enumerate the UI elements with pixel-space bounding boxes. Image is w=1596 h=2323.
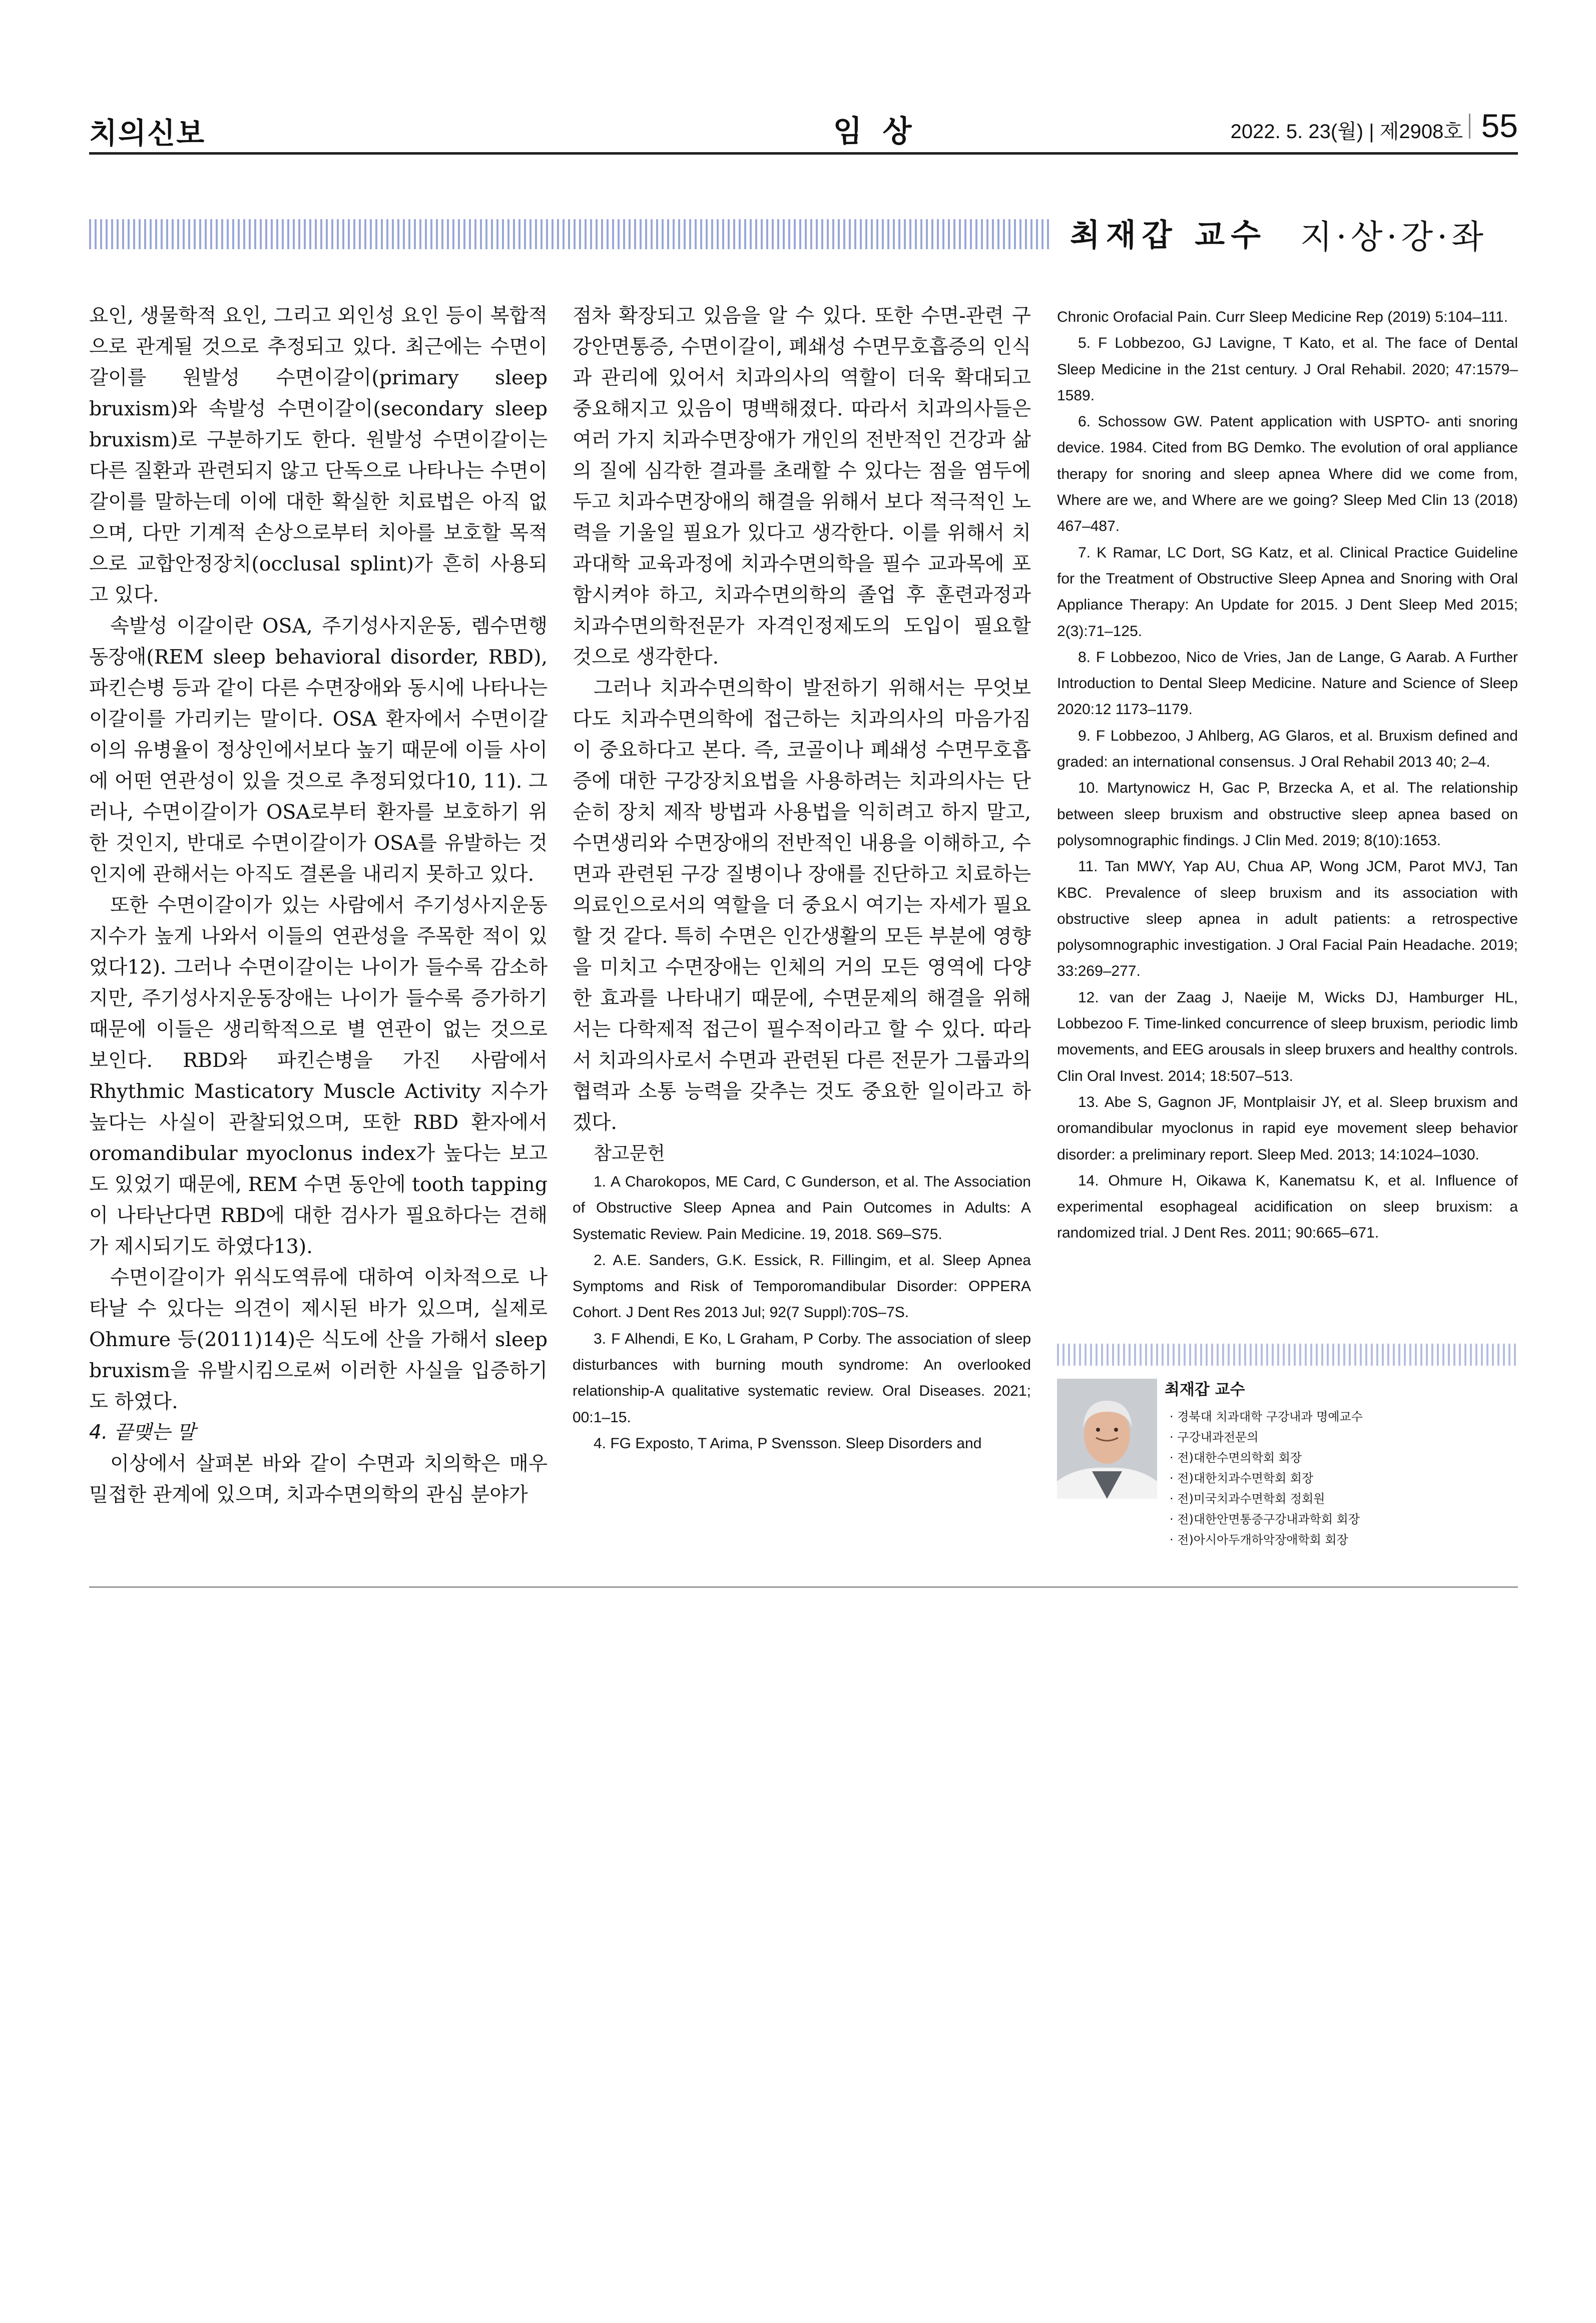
- banner-stripe: [89, 219, 1050, 249]
- section-subhead: 4. 끝맺는 말: [89, 1421, 196, 1444]
- reference-item: 6. Schossow GW. Patent application with USPTO- anti snoring device. 1984. Cited from BG Demko. The evolution of oral appliance therapy for snoring and sleep apnea Where did we come from, Where are we, and Where are we going? Sleep Med Clin 13 (2018) 467–487.: [1057, 413, 1518, 535]
- footer-rule: [89, 1586, 1518, 1588]
- references-heading: 참고문헌: [594, 1142, 665, 1164]
- paragraph: 수면이갈이가 위식도역류에 대하여 이차적으로 나타날 수 있다는 의견이 제시된 바가 있으며, 실제로 Ohmure 등(2011)14)은 식도에 산을 가해서 sleep bruxism을 유발시킴으로써 이러한 사실을 입증하기도 하였다.: [89, 1266, 548, 1413]
- credential-item: · 전)미국치과수면학회 정회원: [1170, 1489, 1363, 1509]
- credential-item: · 전)대한치과수면학회 회장: [1170, 1468, 1363, 1489]
- credential-item: · 전)대한수면의학회 회장: [1170, 1448, 1363, 1468]
- reference-item: 1. A Charokopos, ME Card, C Gunderson, et al. The Association of Obstructive Sleep Apnea and Pain Outcomes in Adults: A Systematic Review. Pain Medicine. 19, 2018. S69–S75.: [573, 1174, 1031, 1243]
- page-number: 55: [1481, 107, 1518, 144]
- reference-item: 7. K Ramar, LC Dort, SG Katz, et al. Clinical Practice Guideline for the Treatment of Obstructive Sleep Apnea and Snoring with Oral Appliance Therapy: An Update for 2015. J Dent Sleep Med 2015; 2(3):71–125.: [1057, 544, 1518, 640]
- paragraph: 요인, 생물학적 요인, 그리고 외인성 요인 등이 복합적으로 관계될 것으로 추정되고 있다. 최근에는 수면이갈이를 원발성 수면이갈이(primary sleep bruxism)와 속발성 수면이갈이(secondary sleep bruxism)로 구분하기도 한다. 원발성 수면이갈이는 다른 질환과 관련되지 않고 단독으로 나타나는 수면이갈이를 말하는데 이에 대한 확실한 치료법은 아직 없으며, 다만 기계적 손상으로부터 치아를 보호할 목적으로 교합안정장치(occlusal splint)가 흔히 사용되고 있다.: [89, 304, 548, 607]
- reference-item: 9. F Lobbezoo, J Ahlberg, AG Glaros, et al. Bruxism defined and graded: an international consensus. J Oral Rehabil 2013 40; 2–4.: [1057, 727, 1518, 771]
- credential-item: · 전)아시아두개하악장애학회 회장: [1170, 1530, 1363, 1550]
- paragraph: 또한 수면이갈이가 있는 사람에서 주기성사지운동지수가 높게 나와서 이들의 연관성을 주목한 적이 있었다12). 그러나 수면이갈이는 나이가 들수록 감소하지만, 주기성사지운동장애는 나이가 들수록 증가하기 때문에 이들은 생리학적으로 별 연관이 없는 것으로 보인다. RBD와 파킨슨병을 가진 사람에서 Rhythmic Masticatory Muscle Activity 지수가 높다는 사실이 관찰되었으며, 또한 RBD 환자에서 oromandibular myoclonus index가 높다는 보고도 있었기 때문에, REM 수면 동안에 tooth tapping이 나타난다면 RBD에 대한 검사가 필요하다는 견해가 제시되기도 하였다13).: [89, 894, 548, 1258]
- credential-item: · 전)대한안면통증구강내과학회 회장: [1170, 1509, 1363, 1530]
- reference-item: 14. Ohmure H, Oikawa K, Kanematsu K, et al. Influence of experimental esophageal acidification on sleep bruxism: a randomized trial. J Dent Res. 2011; 90:665–671.: [1057, 1172, 1518, 1242]
- reference-item: 5. F Lobbezoo, GJ Lavigne, T Kato, et al. The face of Dental Sleep Medicine in the 21st century. J Oral Rehabil. 2020; 47:1579–1589.: [1057, 335, 1518, 404]
- header-rule: [89, 152, 1518, 155]
- page-number-divider: [1469, 114, 1470, 139]
- reference-item: 13. Abe S, Gagnon JF, Montplaisir JY, et al. Sleep bruxism and oromandibular myoclonus in rapid eye movement sleep behavior disorder: a preliminary report. Sleep Med. 2013; 14:1024–1030.: [1057, 1093, 1518, 1163]
- section-title: 임 상: [833, 114, 917, 149]
- reference-item: Chronic Orofacial Pain. Curr Sleep Medicine Rep (2019) 5:104–111.: [1057, 309, 1508, 325]
- author-portrait-icon: [1057, 1379, 1157, 1499]
- newspaper-logo: 치의신보: [89, 116, 206, 150]
- paragraph: 이상에서 살펴본 바와 같이 수면과 치의학은 매우 밀접한 관계에 있으며, 치과수면의학의 관심 분야가: [89, 1452, 548, 1506]
- reference-item: 3. F Alhendi, E Ko, L Graham, P Corby. The association of sleep disturbances with burning mouth syndrome: An overlooked relationship-A qualitative systematic review. Oral Diseases. 2021; 00:1–15.: [573, 1330, 1031, 1426]
- article-column-1: [89, 300, 548, 1510]
- paragraph: 그러나 치과수면의학이 발전하기 위해서는 무엇보다도 치과수면의학에 접근하는 치과의사의 마음가짐이 중요하다고 본다. 즉, 코골이나 폐쇄성 수면무호흡증에 대한 구강장치요법을 사용하려는 치과의사는 단순히 장치 제작 방법과 사용법을 익히려고 하지 말고, 수면생리와 수면장애의 전반적인 내용을 이해하고, 수면과 관련된 구강 질병이나 장애를 진단하고 치료하는 의료인으로서의 역할을 더 중요시 여기는 자세가 필요할 것 같다. 특히 수면은 인간생활의 모든 부분에 영향을 미치고 수면장애는 인체의 거의 모든 영역에 다양한 효과를 나타내기 때문에, 수면문제의 해결을 위해서는 다학제적 접근이 필수적이라고 할 수 있다. 따라서 치과의사로서 수면과 관련된 다른 전문가 그룹과의 협력과 소통 능력을 갖추는 것도 중요한 일이라고 하겠다.: [573, 677, 1031, 1134]
- article-column-2: [573, 300, 1031, 1457]
- lecture-author: 최재갑 교수: [1070, 217, 1267, 253]
- reference-item: 8. F Lobbezoo, Nico de Vries, Jan de Lange, G Aarab. A Further Introduction to Dental Sleep Medicine. Nature and Science of Sleep 2020:12 1173–1179.: [1057, 649, 1518, 718]
- reference-item: 12. van der Zaag J, Naeije M, Wicks DJ, Hamburger HL, Lobbezoo F. Time-linked concurrence of sleep bruxism, periodic limb movements, and EEG arousals in sleep bruxers and healthy controls. Clin Oral Invest. 2014; 18:507–513.: [1057, 989, 1518, 1084]
- credential-item: · 경북대 치과대학 구강내과 명예교수: [1170, 1407, 1363, 1427]
- reference-item: 10. Martynowicz H, Gac P, Brzecka A, et al. The relationship between sleep bruxism and obstructive sleep apnea based on polysomnographic findings. J Clin Med. 2019; 8(10):1653.: [1057, 780, 1518, 849]
- profile-stripe: [1057, 1344, 1518, 1366]
- lecture-banner: [89, 210, 1518, 260]
- author-profile: [1057, 1344, 1518, 1564]
- reference-list: [573, 1169, 1031, 1457]
- reference-item: 4. FG Exposto, T Arima, P Svensson. Sleep Disorders and: [594, 1435, 982, 1452]
- credential-item: · 구강내과전문의: [1170, 1427, 1363, 1448]
- masthead: [89, 108, 1518, 148]
- author-credentials: [1170, 1407, 1363, 1550]
- reference-item: 2. A.E. Sanders, G.K. Essick, R. Fillingim, et al. Sleep Apnea Symptoms and Risk of Temporomandibular Disorder: OPPERA Cohort. J Dent Res 2013 Jul; 92(7 Suppl):70S–7S.: [573, 1252, 1031, 1321]
- reference-item: 11. Tan MWY, Yap AU, Chua AP, Wong JCM, Parot MVJ, Tan KBC. Prevalence of sleep bruxism and its association with obstructive sleep apnea in adult patients: a retrospective polysomnographic investigation. J Oral Facial Pain Headache. 2019; 33:269–277.: [1057, 858, 1518, 980]
- issue-date: 2022. 5. 23(월) | 제2908호: [1230, 121, 1463, 143]
- author-photo: [1057, 1379, 1157, 1499]
- author-name: 최재갑 교수: [1165, 1381, 1245, 1399]
- lecture-title: 지·상·강·좌: [1300, 218, 1487, 256]
- paragraph: 점차 확장되고 있음을 알 수 있다. 또한 수면-관련 구강안면통증, 수면이갈이, 폐쇄성 수면무호흡증의 인식과 관리에 있어서 치과의사의 역할이 더욱 확대되고 중요해지고 있음이 명백해졌다. 따라서 치과의사들은 여러 가지 치과수면장애가 개인의 전반적인 건강과 삶의 질에 심각한 결과를 초래할 수 있다는 점을 염두에 두고 치과수면장애의 해결을 위해서 보다 적극적인 노력을 기울일 필요가 있다고 생각한다. 이를 위해서 치과대학 교육과정에 치과수면의학을 필수 교과목에 포함시켜야 하고, 치과수면의학의 졸업 후 훈련과정과 치과수면의학전문가 자격인정제도의 도입이 필요할 것으로 생각한다.: [573, 304, 1031, 669]
- reference-column: [1057, 304, 1518, 1247]
- paragraph: 속발성 이갈이란 OSA, 주기성사지운동, 렘수면행동장애(REM sleep behavioral disorder, RBD), 파킨슨병 등과 같이 다른 수면장애와 동시에 나타나는 이갈이를 가리키는 말이다. OSA 환자에서 수면이갈이의 유병율이 정상인에서보다 높기 때문에 이들 사이에 어떤 연관성이 있을 것으로 추정되었다10, 11). 그러나, 수면이갈이가 OSA로부터 환자를 보호하기 위한 것인지, 반대로 수면이갈이가 OSA를 유발하는 것인지에 관해서는 아직도 결론을 내리지 못하고 있다.: [89, 615, 548, 886]
